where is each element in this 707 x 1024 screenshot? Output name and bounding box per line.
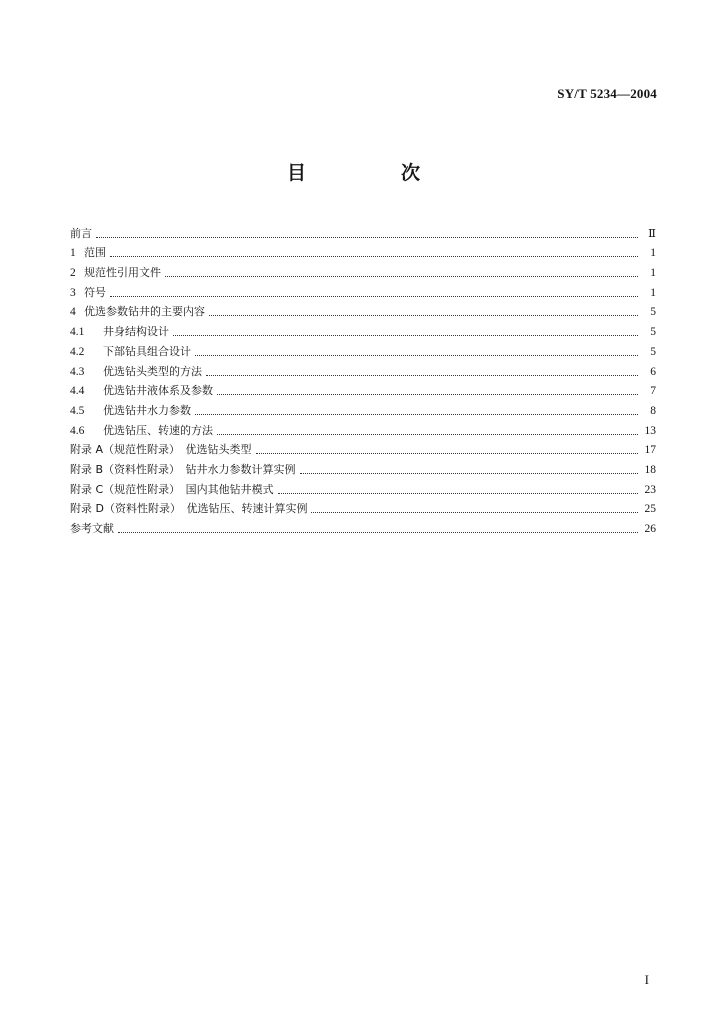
toc-entry-title: 优选钻压、转速的方法	[103, 423, 213, 437]
toc-entry-title: 符号	[84, 285, 106, 299]
toc-entry[interactable]	[70, 516, 656, 536]
toc-entry[interactable]	[70, 477, 656, 497]
toc-entry[interactable]	[70, 280, 656, 300]
toc-dot-leader	[217, 434, 638, 435]
toc-entry-title: 井身结构设计	[103, 325, 169, 339]
toc-entry-page: 13	[644, 424, 656, 437]
toc-entry-page: 6	[650, 365, 656, 378]
page-number: I	[644, 972, 649, 987]
toc-dot-leader	[206, 375, 638, 376]
toc-entry-number: 2	[70, 267, 76, 280]
toc-entry-page: Ⅱ	[648, 227, 656, 240]
toc-entry[interactable]	[70, 359, 656, 379]
toc-entry-page: 26	[644, 523, 656, 535]
standard-code: SY/T 5234—2004	[557, 86, 657, 101]
toc-entry-page: 1	[650, 247, 656, 260]
toc-entry[interactable]	[70, 457, 656, 477]
toc-dot-leader	[96, 237, 638, 238]
toc-entry-number: 4.5	[70, 404, 85, 417]
toc-dot-leader	[300, 473, 638, 474]
toc-entry-page: 5	[650, 306, 656, 319]
toc-entry-page: 17	[644, 444, 656, 457]
toc-entry-number: 4.3	[70, 365, 85, 378]
toc-entry[interactable]	[70, 398, 656, 418]
toc-entry[interactable]	[70, 379, 656, 399]
toc-entry-title: 优选钻井水力参数	[103, 403, 191, 417]
toc-entry[interactable]	[70, 319, 656, 339]
toc-entry-title: 优选钻头类型的方法	[103, 364, 202, 378]
toc-entry[interactable]	[70, 339, 656, 359]
toc-dot-leader	[165, 276, 638, 277]
toc-entry-title: 优选参数钻井的主要内容	[84, 305, 205, 319]
toc-entry[interactable]	[70, 241, 656, 261]
toc-entry-page: 18	[644, 463, 656, 476]
toc-entry-title: 范围	[84, 246, 106, 260]
toc-dot-leader	[195, 355, 638, 356]
toc-dot-leader	[278, 493, 638, 494]
toc-entry-number: 4.2	[70, 345, 85, 358]
toc-entry-page: 23	[644, 483, 656, 496]
toc-entry-page: 8	[650, 404, 656, 417]
toc-entry-page: 1	[650, 267, 656, 280]
toc-entry[interactable]	[70, 418, 656, 438]
toc-entry-number: 4.1	[70, 326, 85, 339]
toc-entry-title: 附录 B（资料性附录） 钻井水力参数计算实例	[70, 462, 296, 476]
toc-dot-leader	[217, 394, 638, 395]
toc-entry-page: 5	[650, 345, 656, 358]
toc-entry-number: 3	[70, 286, 76, 299]
toc-entry[interactable]	[70, 497, 656, 517]
toc-entry-page: 1	[650, 286, 656, 299]
toc-entry[interactable]	[70, 300, 656, 320]
toc-entry-title: 附录 D（资料性附录） 优选钻压、转速计算实例	[70, 502, 308, 516]
toc-dot-leader	[256, 453, 638, 454]
toc-entry-number: 1	[70, 247, 76, 260]
toc-entry[interactable]	[70, 260, 656, 280]
toc-entry-page: 5	[650, 326, 656, 339]
toc-entry-number: 4.4	[70, 385, 85, 398]
toc-dot-leader	[311, 512, 638, 513]
toc-entry[interactable]	[70, 221, 656, 241]
toc-dot-leader	[195, 414, 638, 415]
toc-entry-number: 4	[70, 306, 76, 319]
toc-entry-title: 附录 C（规范性附录） 国内其他钻井模式	[70, 482, 274, 496]
toc-entry-number: 4.6	[70, 424, 85, 437]
toc-dot-leader	[110, 256, 638, 257]
toc-dot-leader	[118, 532, 638, 533]
toc-entry-title: 附录 A（规范性附录） 优选钻头类型	[70, 443, 252, 457]
toc-entry-title: 优选钻井液体系及参数	[103, 384, 213, 398]
toc-dot-leader	[110, 296, 638, 297]
toc-dot-leader	[173, 335, 638, 336]
toc-entry-title: 参考文献	[70, 522, 114, 535]
toc-dot-leader	[209, 315, 638, 316]
toc-entry-title: 下部钻具组合设计	[103, 344, 191, 358]
table-of-contents	[70, 221, 656, 536]
toc-entry[interactable]	[70, 438, 656, 458]
toc-entry-title: 规范性引用文件	[84, 266, 161, 280]
toc-entry-page: 25	[644, 503, 656, 516]
toc-title: 目 次	[286, 162, 458, 184]
toc-entry-page: 7	[650, 385, 656, 398]
toc-entry-title: 前言	[70, 226, 92, 240]
